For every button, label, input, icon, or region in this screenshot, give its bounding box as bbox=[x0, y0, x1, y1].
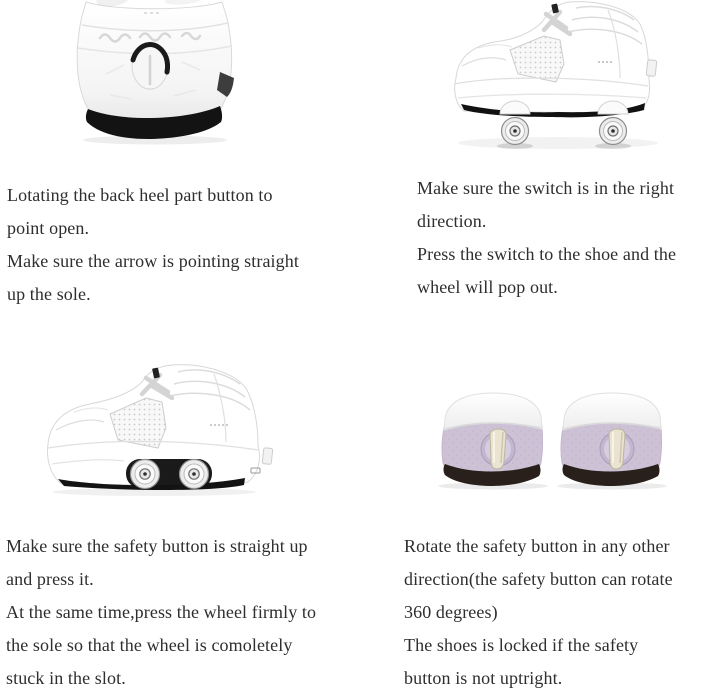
caption-line: Press the switch to the shoe and the bbox=[417, 244, 677, 264]
instruction-panel-top-right bbox=[360, 0, 719, 347]
rear-wheel bbox=[600, 118, 627, 145]
caption-line: Make sure the safety button is straight up bbox=[6, 536, 308, 556]
instruction-panel-top-left bbox=[0, 0, 360, 347]
caption-line: Make sure the switch is in the right bbox=[417, 178, 675, 198]
caption-line: button is not uptright. bbox=[404, 668, 563, 688]
shoe-wheels-out-photo bbox=[448, 0, 663, 152]
caption-line: and press it. bbox=[6, 569, 94, 589]
caption-line: wheel will pop out. bbox=[417, 277, 558, 297]
caption-line: up the sole. bbox=[7, 284, 91, 304]
caption-line: Lotating the back heel part button to bbox=[7, 185, 273, 205]
heel-pair-safety-button-photo bbox=[435, 385, 670, 490]
caption-line: 360 degrees) bbox=[404, 602, 498, 622]
caption-line: stuck in the slot. bbox=[6, 668, 126, 688]
instruction-caption bbox=[6, 530, 316, 695]
caption-line: The shoes is locked if the safety bbox=[404, 635, 639, 655]
instruction-caption bbox=[404, 530, 673, 695]
caption-line: point open. bbox=[7, 218, 90, 238]
caption-line: Make sure the arrow is pointing straight bbox=[7, 251, 299, 271]
heel-bottom-button-photo bbox=[70, 0, 240, 145]
front-wheel bbox=[502, 118, 529, 145]
retracted-wheel bbox=[131, 460, 160, 489]
deploy-switch-tab bbox=[262, 448, 273, 465]
caption-line: At the same time,press the wheel firmly to bbox=[6, 602, 317, 622]
instruction-panel-bottom-left bbox=[0, 347, 400, 695]
instruction-panel-bottom-right bbox=[400, 347, 719, 695]
retracted-wheel bbox=[180, 460, 209, 489]
caption-line: direction(the safety button can rotate bbox=[404, 569, 673, 589]
deploy-switch-tab bbox=[646, 60, 657, 77]
caption-line: Rotate the safety button in any other bbox=[404, 536, 670, 556]
caption-line: direction. bbox=[417, 211, 487, 231]
right-heel bbox=[557, 393, 667, 490]
left-heel bbox=[438, 393, 548, 490]
instruction-caption bbox=[417, 172, 676, 304]
rotation-button bbox=[132, 43, 168, 89]
caption-line: the sole so that the wheel is comoletely bbox=[6, 635, 293, 655]
shoe-wheels-retracted-photo bbox=[42, 362, 277, 497]
instruction-caption bbox=[7, 179, 299, 311]
